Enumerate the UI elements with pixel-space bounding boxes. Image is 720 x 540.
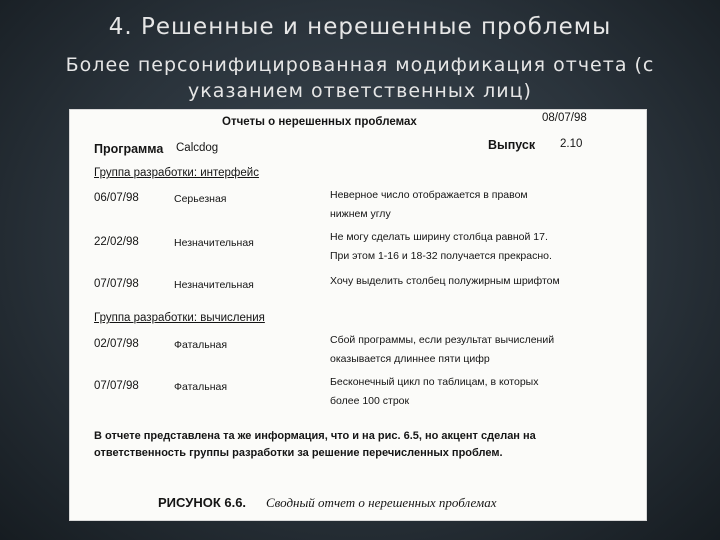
row-description-line1: Сбой программы, если результат вычислений bbox=[330, 334, 555, 346]
subtitle-line-1: Более персонифицированная модификация отчета (с bbox=[65, 54, 655, 76]
row-description-line1: Бесконечный цикл по таблицам, в которых bbox=[330, 376, 539, 388]
program-value: Calcdog bbox=[176, 142, 219, 154]
report-date: 08/07/98 bbox=[542, 112, 587, 124]
figure-caption-text: Сводный отчет о нерешенных проблемах bbox=[266, 495, 497, 510]
group-title: Группа разработки: вычисления bbox=[94, 312, 265, 324]
row-description-line2: нижнем углу bbox=[330, 208, 391, 220]
row-description-line1: Не могу сделать ширину столбца равной 17. bbox=[330, 231, 548, 243]
scanned-report bbox=[70, 110, 646, 520]
row-date: 22/02/98 bbox=[94, 236, 139, 248]
figure-caption-label: РИСУНОК 6.6. bbox=[158, 495, 247, 510]
row-severity: Незначительная bbox=[174, 237, 254, 249]
row-date: 07/07/98 bbox=[94, 380, 139, 392]
report-note: В отчете представлена та же информация, что и на рис. 6.5, но акцент сделан на ответственность группы разработки за решение перечисленных проблем. bbox=[94, 430, 536, 459]
row-severity: Незначительная bbox=[174, 279, 254, 291]
row-date: 06/07/98 bbox=[94, 192, 139, 204]
row-description-line2: более 100 строк bbox=[330, 395, 410, 407]
row-description-line2: оказывается длиннее пяти цифр bbox=[330, 353, 490, 365]
row-description-line1: Хочу выделить столбец полужирным шрифтом bbox=[330, 275, 560, 287]
slide-subtitle bbox=[40, 52, 680, 104]
row-severity: Фатальная bbox=[174, 339, 228, 351]
slide-title: 4. Решенные и нерешенные проблемы bbox=[108, 14, 612, 40]
group-title: Группа разработки: интерфейс bbox=[94, 167, 259, 179]
row-description-line2: При этом 1-16 и 18-32 получается прекрасно. bbox=[330, 250, 552, 262]
release-label: Выпуск bbox=[488, 138, 536, 152]
row-date: 07/07/98 bbox=[94, 278, 139, 290]
release-value: 2.10 bbox=[560, 138, 583, 150]
report-heading: Отчеты о нерешенных проблемах bbox=[222, 116, 417, 128]
program-label: Программа bbox=[94, 142, 164, 156]
row-date: 02/07/98 bbox=[94, 338, 139, 350]
subtitle-line-2: указанием ответственных лиц) bbox=[188, 80, 532, 102]
row-description-line1: Неверное число отображается в правом bbox=[330, 189, 528, 201]
row-severity: Фатальная bbox=[174, 381, 228, 393]
row-severity: Серьезная bbox=[174, 193, 227, 205]
